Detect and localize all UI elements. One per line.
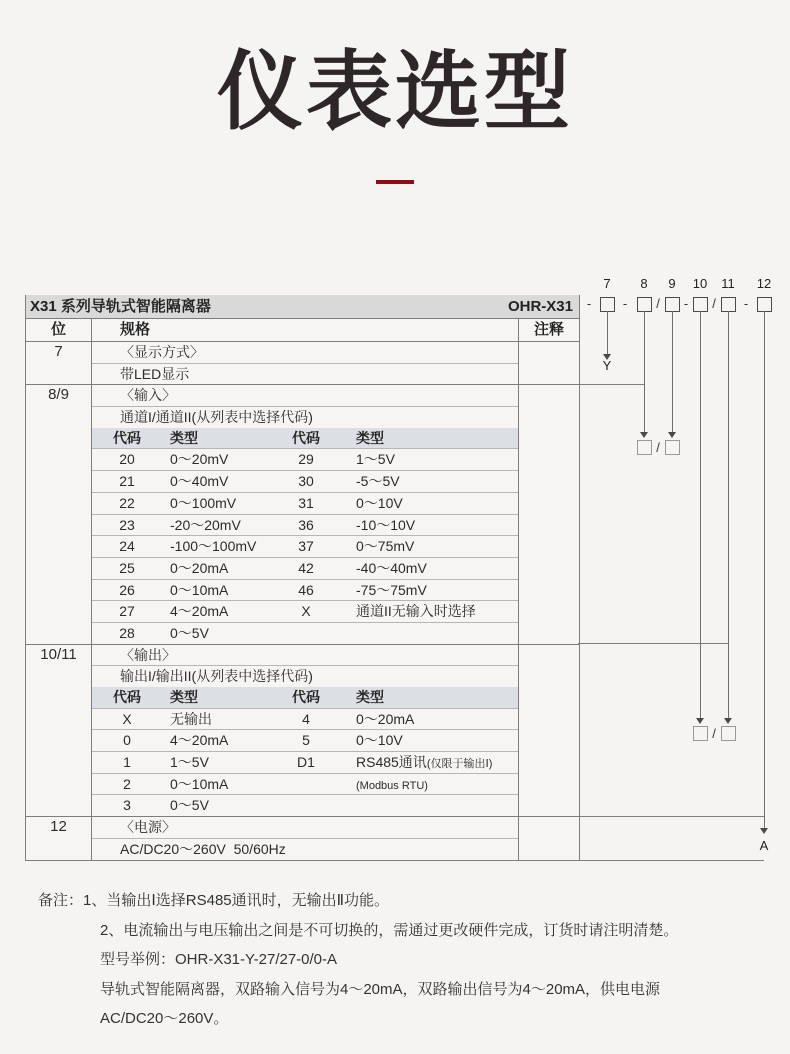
code-table-header: 代码 类型 代码 类型 (92, 687, 518, 709)
code-separator: / (712, 296, 716, 311)
input-code-placeholder-box (637, 440, 652, 455)
model-code-box-8 (637, 297, 652, 312)
code-separator: - (683, 296, 689, 311)
model-code-box-9 (665, 297, 680, 312)
arrow-down-icon (760, 828, 768, 834)
code-row: 21 0～40mV 30 -5～5V (92, 470, 518, 492)
position-digit-8: 8 (640, 276, 648, 291)
column-header-note: 注释 (533, 321, 564, 338)
position-digit-10: 10 (692, 276, 708, 291)
section-boundary-line (578, 860, 764, 861)
leader-line-10 (700, 311, 701, 718)
code-separator: - (743, 296, 749, 311)
placeholder-slash: / (712, 726, 716, 741)
section-boundary-line (578, 384, 644, 385)
spec-row: 〈电源〉 (120, 819, 176, 836)
section-pos: 10/11 (26, 645, 92, 817)
arrow-down-icon (640, 432, 648, 438)
spec-row: 〈输入〉 (120, 387, 176, 404)
code-row: 26 0～10mA 46 -75～75mV (92, 579, 518, 601)
code-row: 28 0～5V (92, 622, 518, 644)
section-output (26, 644, 579, 817)
leader-line-7 (607, 311, 608, 354)
output-code-placeholder-box (693, 726, 708, 741)
code-row: 2 0～10mA (Modbus RTU) (92, 773, 518, 795)
section-pos: 8/9 (26, 385, 92, 643)
output-code-placeholder-box (721, 726, 736, 741)
title-divider (376, 180, 414, 184)
code-separator: - (622, 296, 628, 311)
section-pos: 12 (26, 817, 92, 859)
code-row: 24 -100～100mV 37 0～75mV (92, 535, 518, 557)
model-code-box-12 (757, 297, 772, 312)
leader-line-12 (764, 311, 765, 828)
remark-line-4: 导轨式智能隔离器，双路输入信号为4～20mA，双路输出信号为4～20mA，供电电源 (100, 980, 661, 998)
section-pos: 7 (26, 342, 92, 384)
code-row: 1 1～5V D1 RS485通讯(仅限于输出Ⅰ) (92, 751, 518, 773)
code-row: X 无输出 4 0～20mA (122, 710, 415, 727)
position-digit-12: 12 (756, 276, 772, 291)
code-row: 20 0～20mV 29 1～5V (119, 451, 395, 468)
code-row: 0 4～20mA 5 0～10V (92, 729, 518, 751)
power-code-label: A (759, 838, 769, 853)
spec-row: 输出I/输出II(从列表中选择代码) (92, 665, 518, 687)
code-row: 3 0～5V (92, 794, 518, 816)
spec-row: 带LED显示 (92, 363, 518, 385)
series-title: X31 系列导轨式智能隔离器 (30, 298, 211, 315)
table-header-bar (26, 295, 579, 318)
model-code-box-11 (721, 297, 736, 312)
position-digit-9: 9 (668, 276, 676, 291)
leader-line-9 (672, 311, 673, 432)
code-row: 27 4～20mA X 通道II无输入时选择 (92, 600, 518, 622)
leader-line-8 (644, 311, 645, 432)
note-cell (519, 645, 579, 817)
column-header-spec: 规格 (92, 319, 519, 341)
arrow-down-icon (696, 718, 704, 724)
section-power (26, 816, 579, 859)
code-separator: / (656, 296, 660, 311)
input-code-placeholder-box (665, 440, 680, 455)
model-code-box-10 (693, 297, 708, 312)
remark-line-1: 备注：1、当输出Ⅰ选择RS485通讯时，无输出Ⅱ功能。 (38, 892, 390, 909)
code-table-header: 代码 类型 代码 类型 (92, 428, 518, 450)
arrow-down-icon (668, 432, 676, 438)
code-row: 22 0～100mV 31 0～10V (92, 492, 518, 514)
remark-line-3: 型号举例：OHR-X31-Y-27/27-0/0-A (100, 951, 338, 968)
spec-row: 〈输出〉 (120, 646, 176, 663)
placeholder-slash: / (656, 440, 660, 455)
column-headers (26, 318, 579, 341)
section-boundary-line (578, 816, 764, 817)
note-cell (519, 385, 579, 643)
section-input (26, 384, 579, 643)
page-title: 仪表选型 (217, 44, 573, 140)
note-cell (519, 342, 579, 384)
spec-row: 通道I/通道II(从列表中选择代码) (92, 406, 518, 428)
code-row: 25 0～20mA 42 -40～40mV (92, 557, 518, 579)
selection-table (25, 295, 580, 861)
position-digit-7: 7 (603, 276, 611, 291)
arrow-down-icon (724, 718, 732, 724)
model-prefix: OHR-X31 (507, 298, 573, 315)
remark-line-2: 2、电流输出与电压输出之间是不可切换的，需通过更改硬件完成，订货时请注明清楚。 (100, 921, 679, 939)
note-cell (519, 817, 579, 859)
position-digit-11: 11 (721, 276, 735, 291)
leader-line-11 (728, 311, 729, 718)
remarks-block (38, 886, 758, 1034)
code-separator: - (586, 296, 592, 311)
model-code-box-7 (600, 297, 615, 312)
section-boundary-line (578, 643, 728, 644)
remark-line-5: AC/DC20～260V。 (100, 1010, 229, 1027)
display-code-label: Y (602, 358, 612, 373)
code-row: 23 -20～20mV 36 -10～10V (92, 514, 518, 536)
spec-row: 〈显示方式〉 (120, 344, 204, 360)
section-display (26, 341, 579, 384)
column-header-pos: 位 (26, 319, 92, 341)
spec-row: AC/DC20～260V 50/60Hz (92, 838, 518, 860)
